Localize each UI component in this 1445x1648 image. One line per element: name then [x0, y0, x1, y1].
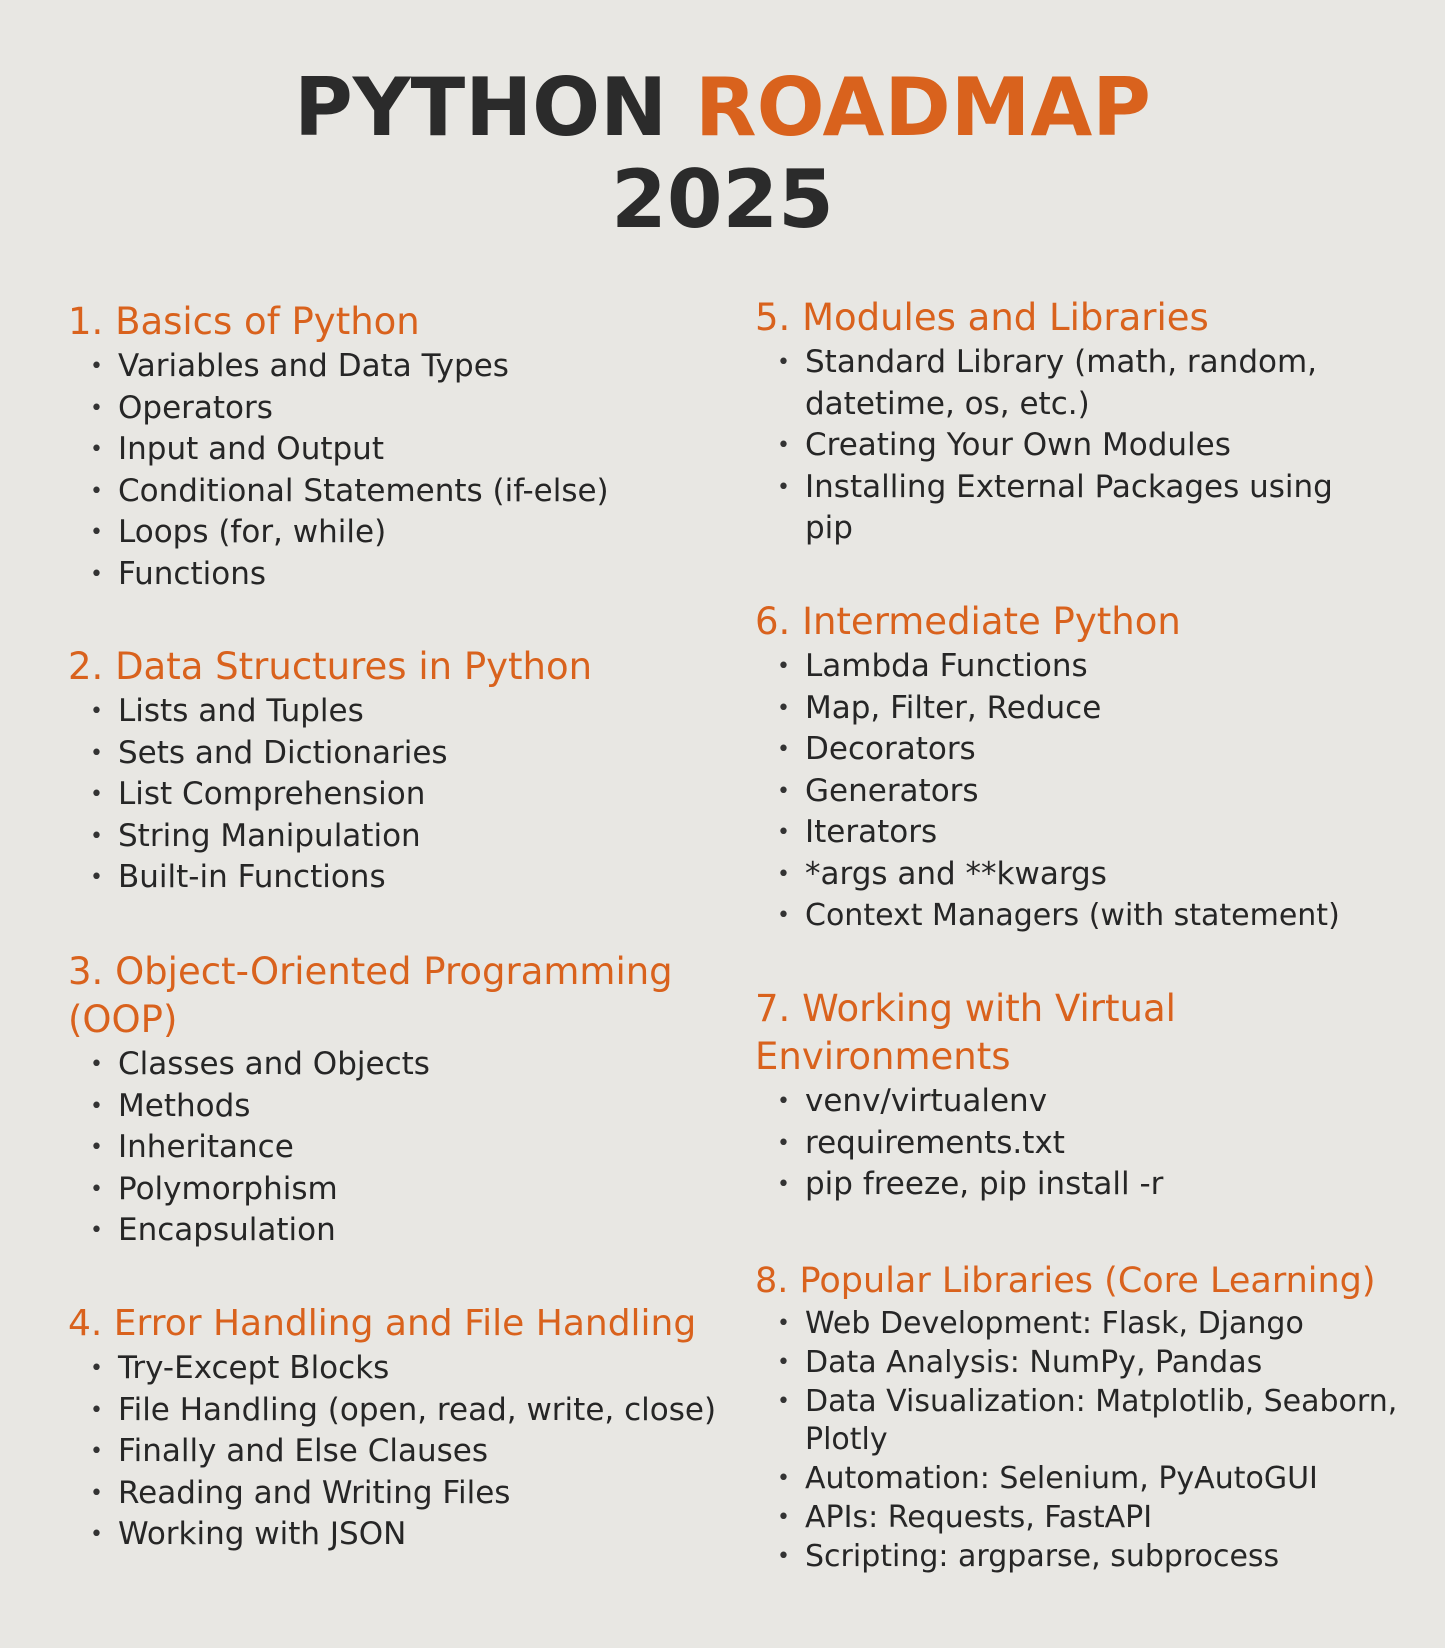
- bullet-icon: •: [777, 654, 790, 679]
- title-word-roadmap: ROADMAP: [694, 61, 1151, 154]
- bullet-icon: •: [90, 1218, 103, 1243]
- bullet-icon: •: [90, 865, 103, 890]
- section-oop: [68, 948, 728, 1252]
- list-item: • Inheritance: [68, 1127, 728, 1169]
- list-item: • pip freeze, pip install -r: [755, 1164, 1315, 1206]
- section-heading: 5. Modules and Libraries: [755, 296, 1209, 339]
- list-item: • Loops (for, while): [68, 512, 728, 554]
- bullet-icon: •: [90, 699, 103, 724]
- bullet-icon: •: [90, 1397, 103, 1423]
- list-item: • Variables and Data Types: [68, 346, 728, 388]
- section-error-handling: [68, 1300, 758, 1556]
- section-list: [68, 1044, 728, 1252]
- list-item: • requirements.txt: [755, 1123, 1315, 1165]
- section-list: [68, 346, 728, 595]
- bullet-icon: •: [777, 1388, 790, 1414]
- bullet-icon: •: [90, 823, 103, 849]
- bullet-icon: •: [777, 1172, 790, 1197]
- bullet-icon: •: [777, 474, 790, 500]
- section-heading: 7. Working with Virtual Environments: [755, 987, 1176, 1078]
- bullet-icon: •: [90, 1522, 103, 1547]
- bullet-icon: •: [777, 695, 790, 721]
- list-item: • Conditional Statements (if-else): [68, 471, 728, 513]
- list-item: • Generators: [755, 771, 1405, 813]
- list-item: • Methods: [68, 1086, 728, 1128]
- list-item: • Polymorphism: [68, 1169, 728, 1211]
- bullet-icon: •: [90, 1093, 103, 1119]
- title-year: 2025: [611, 153, 834, 246]
- bullet-icon: •: [777, 861, 790, 887]
- bullet-icon: •: [90, 1176, 103, 1202]
- list-item: • Data Visualization: Matplotlib, Seaborn, Plotly: [777, 1383, 1398, 1458]
- list-item: • Lists and Tuples: [68, 691, 728, 733]
- list-item: • File Handling (open, read, write, close): [68, 1390, 758, 1432]
- list-item: • String Manipulation: [68, 816, 728, 858]
- list-item: • Map, Filter, Reduce: [755, 688, 1405, 730]
- list-item: • Iterators: [755, 812, 1405, 854]
- bullet-icon: •: [777, 903, 790, 928]
- bullet-icon: •: [90, 1135, 103, 1160]
- section-heading: 3. Object-Oriented Programming (OOP): [68, 950, 673, 1041]
- section-intermediate: [755, 598, 1405, 937]
- bullet-icon: •: [777, 1130, 790, 1156]
- bullet-icon: •: [90, 1052, 103, 1077]
- bullet-icon: •: [777, 1349, 790, 1375]
- list-item: • Context Managers (with statement): [755, 895, 1405, 937]
- section-list: [755, 1305, 1425, 1577]
- section-modules: [755, 294, 1385, 550]
- bullet-icon: •: [777, 433, 790, 458]
- bullet-icon: •: [90, 1356, 103, 1381]
- section-basics: [68, 298, 728, 595]
- bullet-icon: •: [90, 782, 103, 807]
- list-item: • Automation: Selenium, PyAutoGUI: [755, 1460, 1425, 1499]
- list-item: • Input and Output: [68, 429, 728, 471]
- section-heading: 6. Intermediate Python: [755, 600, 1181, 643]
- title-line-1: [0, 62, 1445, 154]
- section-heading: 8. Popular Libraries (Core Learning): [755, 1261, 1376, 1301]
- page-title: [0, 62, 1445, 246]
- list-item: • APIs: Requests, FastAPI: [755, 1499, 1425, 1538]
- list-item: • List Comprehension: [68, 774, 728, 816]
- section-heading: 2. Data Structures in Python: [68, 645, 593, 688]
- bullet-icon: •: [777, 778, 790, 804]
- bullet-icon: •: [90, 1480, 103, 1506]
- list-item: • Sets and Dictionaries: [68, 733, 728, 775]
- section-heading: 4. Error Handling and File Handling: [68, 1303, 697, 1344]
- list-item: • Functions: [68, 554, 728, 596]
- list-item: • Installing External Packages using pip: [777, 468, 1333, 546]
- section-virtual-env: [755, 985, 1315, 1206]
- bullet-icon: •: [777, 1543, 790, 1569]
- bullet-icon: •: [90, 354, 103, 379]
- list-item: • Classes and Objects: [68, 1044, 728, 1086]
- list-item: • Operators: [68, 388, 728, 430]
- bullet-icon: •: [777, 1466, 790, 1492]
- bullet-icon: •: [90, 395, 103, 421]
- list-item: • Data Analysis: NumPy, Pandas: [755, 1344, 1425, 1383]
- bullet-icon: •: [90, 437, 103, 462]
- bullet-icon: •: [777, 1504, 790, 1530]
- bullet-icon: •: [777, 737, 790, 762]
- section-popular-libraries: [755, 1257, 1425, 1577]
- list-item: • Web Development: Flask, Django: [755, 1305, 1425, 1344]
- list-item: • Encapsulation: [68, 1210, 728, 1252]
- bullet-icon: •: [777, 820, 790, 845]
- bullet-icon: •: [777, 1311, 790, 1336]
- bullet-icon: •: [90, 520, 103, 545]
- list-item: • Built-in Functions: [68, 857, 728, 899]
- list-item: • Try-Except Blocks: [68, 1348, 758, 1390]
- section-list: [755, 646, 1405, 937]
- section-list: [68, 691, 728, 899]
- section-list: [755, 342, 1385, 550]
- section-list: [755, 1081, 1315, 1206]
- section-list: [68, 1348, 758, 1556]
- list-item: • Lambda Functions: [755, 646, 1405, 688]
- bullet-icon: •: [90, 478, 103, 504]
- list-item: • Finally and Else Clauses: [68, 1431, 758, 1473]
- bullet-icon: •: [90, 561, 103, 587]
- bullet-icon: •: [777, 350, 790, 375]
- bullet-icon: •: [777, 1089, 790, 1114]
- list-item: • Creating Your Own Modules: [755, 425, 1385, 467]
- section-data-structures: [68, 643, 728, 899]
- bullet-icon: •: [90, 740, 103, 766]
- list-item: • Working with JSON: [68, 1514, 758, 1556]
- list-item: • Scripting: argparse, subprocess: [755, 1538, 1425, 1577]
- bullet-icon: •: [90, 1439, 103, 1464]
- list-item: • Decorators: [755, 729, 1405, 771]
- section-heading: 1. Basics of Python: [68, 300, 420, 343]
- list-item: • Standard Library (math, random, datetime, os, etc.): [777, 344, 1318, 422]
- list-item: • *args and **kwargs: [755, 854, 1405, 896]
- list-item: • venv/virtualenv: [755, 1081, 1315, 1123]
- title-word-python: PYTHON: [294, 61, 668, 154]
- list-item: • Reading and Writing Files: [68, 1473, 758, 1515]
